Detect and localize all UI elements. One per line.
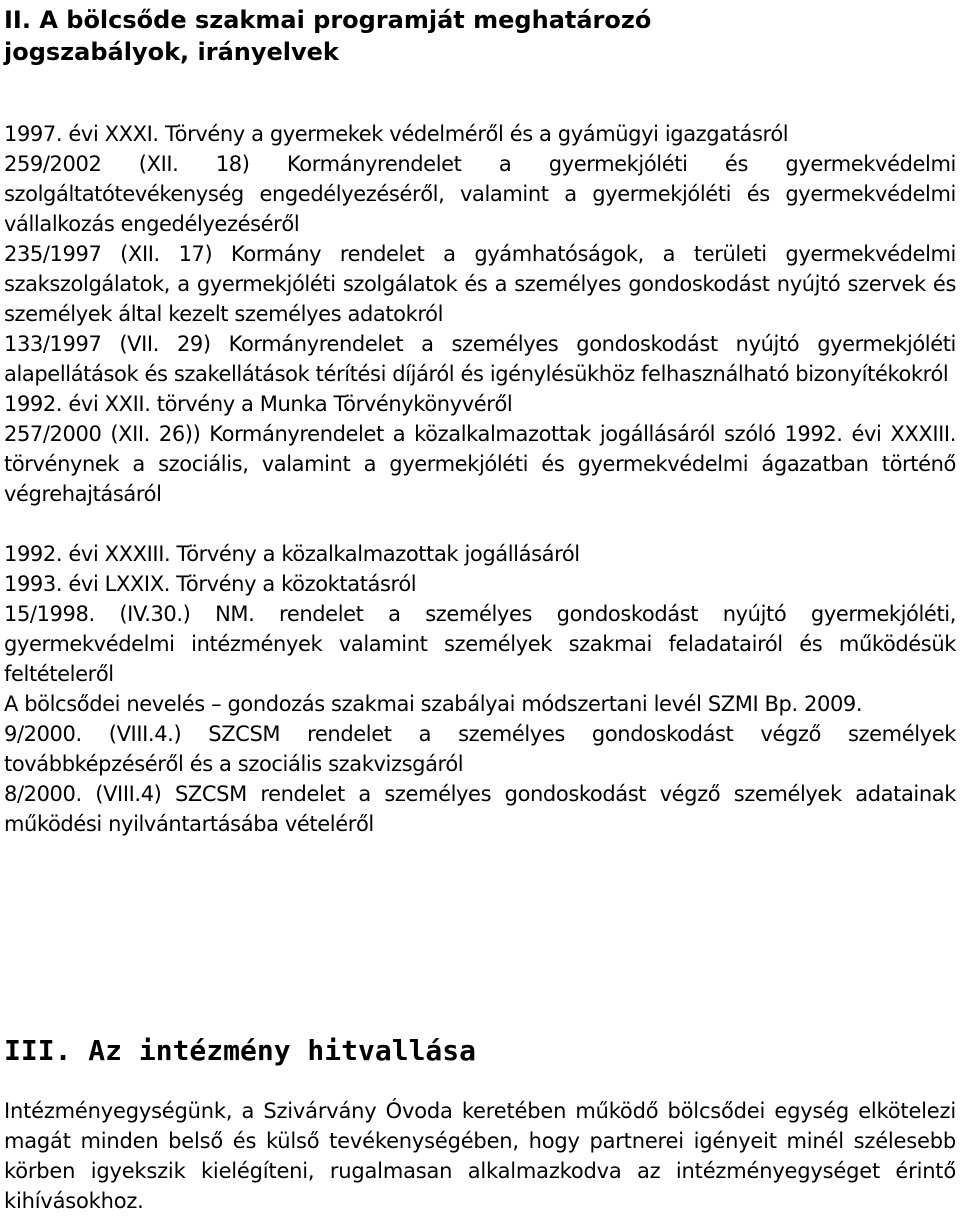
law-item: 8/2000. (VIII.4) SZCSM rendelet a személyes gondoskodást végző személyek adatainak működési nyilvántartásába vételéről <box>4 782 956 836</box>
law-item: 1993. évi LXXIX. Törvény a közoktatásról <box>4 572 417 596</box>
law-item: 1997. évi XXXI. Törvény a gyermekek védelméről és a gyámügyi igazgatásról <box>4 122 789 146</box>
mission-paragraph <box>4 1096 956 1216</box>
law-item: 235/1997 (XII. 17) Kormány rendelet a gyámhatóságok, a területi gyermekvédelmi szakszolgálatok, a gyermekjóléti szolgálatok és a személyes gondoskodást nyújtó szervek és személyek által kezelt személyes adatokról <box>4 242 956 326</box>
law-item: 9/2000. (VIII.4.) SZCSM rendelet a személyes gondoskodást végző személyek továbbképzéséről és a szociális szakvizsgáról <box>4 722 956 776</box>
document-page <box>4 0 956 1213</box>
law-item: 1992. évi XXXIII. Törvény a közalkalmazottak jogállásáról <box>4 542 580 566</box>
law-list <box>4 119 956 839</box>
law-item: 1992. évi XXII. törvény a Munka Törvénykönyvéről <box>4 392 513 416</box>
mission-line: Intézményegységünk, a Szivárvány Óvoda keretében működő bölcsődei <box>4 1099 766 1123</box>
spacer <box>4 509 956 539</box>
section-title-legal-framework <box>4 0 956 68</box>
mission-line: rugalmasan alkalmazkodva az intézményegységet érintő kihívásokhoz. <box>4 1159 956 1213</box>
law-item: 259/2002 (XII. 18) Kormányrendelet a gyermekjóléti és gyermekvédelmi szolgáltatótevékenység engedélyezéséről, valamint a gyermekjóléti és gyermekvédelmi vállalkozás engedélyezéséről <box>4 152 956 236</box>
mission-line: partnerei igényeit minél szélesebb körben igyekszik kielégíteni, <box>4 1129 956 1183</box>
section-mission <box>4 1029 956 1216</box>
mission-line: egység elkötelezi magát minden belső és külső tevékenységében, hogy <box>4 1099 956 1153</box>
law-item: 257/2000 (XII. 26)) Kormányrendelet a közalkalmazottak jogállásáról szóló 1992. évi XXXIII. törvénynek a szociális, valamint a gyermekjóléti és gyermekvédelmi ágazatban történő végrehajtásáról <box>4 422 956 506</box>
law-item: A bölcsődei nevelés – gondozás szakmai szabályai módszertani levél SZMI Bp. 2009. <box>4 692 863 716</box>
law-item: 15/1998. (IV.30.) NM. rendelet a személyes gondoskodást nyújtó gyermekjóléti, gyermekvédelmi intézmények valamint személyek szakmai feladatairól és működésük feltételeről <box>4 602 956 686</box>
section-title-line-1: II. A bölcsőde szakmai programját meghatározó <box>4 6 652 34</box>
section-title-line-2: jogszabályok, irányelvek <box>4 38 339 66</box>
section-title-mission: III. Az intézmény hitvallása <box>4 1034 477 1067</box>
law-item: 133/1997 (VII. 29) Kormányrendelet a személyes gondoskodást nyújtó gyermekjóléti alapellátások és szakellátások térítési díjáról és igénylésükhöz felhasználható bizonyítékokról <box>4 332 956 386</box>
